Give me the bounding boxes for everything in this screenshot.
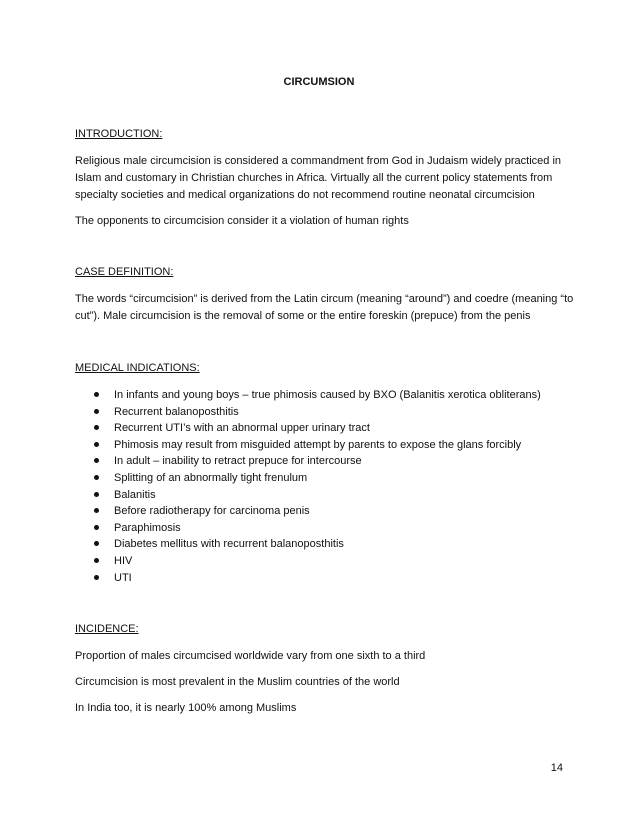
list-item: Before radiotherapy for carcinoma penis — [75, 503, 575, 520]
list-item: In infants and young boys – true phimosis caused by BXO (Balanitis xerotica obliterans) — [75, 387, 575, 404]
case-definition-heading: CASE DEFINITION: — [75, 266, 174, 278]
introduction-line-3: specialty societies and medical organizations do not recommend routine neonatal circumcision — [75, 189, 535, 201]
bullet-icon — [94, 409, 99, 414]
bullet-icon — [94, 392, 99, 397]
list-item: Balanitis — [75, 487, 575, 504]
bullet-icon — [94, 508, 99, 513]
bullet-icon — [94, 425, 99, 430]
list-item: Paraphimosis — [75, 520, 575, 537]
bullet-icon — [94, 525, 99, 530]
case-definition-line-2: cut”). Male circumcision is the removal of some or the entire foreskin (prepuce) from the penis — [75, 310, 531, 322]
bullet-icon — [94, 492, 99, 497]
incidence-paragraph-2: Circumcision is most prevalent in the Muslim countries of the world — [75, 676, 400, 689]
list-item: Splitting of an abnormally tight frenulum — [75, 470, 575, 487]
bullet-icon — [94, 541, 99, 546]
list-item: Phimosis may result from misguided attempt by parents to expose the glans forcibly — [75, 437, 575, 454]
list-item: In adult – inability to retract prepuce for intercourse — [75, 453, 575, 470]
bullet-icon — [94, 475, 99, 480]
introduction-line-1: Religious male circumcision is considered a commandment from God in Judaism widely practiced in — [75, 155, 562, 167]
introduction-line-2: Islam and customary in Christian churches in Africa. Virtually all the current policy statements from — [75, 172, 553, 184]
page-number: 14 — [550, 762, 563, 774]
list-item: UTI — [75, 570, 575, 587]
incidence-heading: INCIDENCE: — [75, 623, 139, 636]
document-body — [75, 126, 575, 717]
introduction-heading: INTRODUCTION: — [75, 128, 163, 140]
bullet-icon — [94, 458, 99, 463]
case-definition-line-1: The words “circumcision” is derived from the Latin circum (meaning “around”) and coedre (meaning “to — [75, 293, 574, 305]
introduction-paragraph — [75, 153, 575, 204]
bullet-icon — [94, 575, 99, 580]
introduction-paragraph-2: The opponents to circumcision consider it a violation of human rights — [75, 215, 409, 227]
incidence-paragraph-1: Proportion of males circumcised worldwide vary from one sixth to a third — [75, 650, 426, 663]
page-title: CIRCUMSION — [283, 76, 355, 88]
list-item: Recurrent UTI’s with an abnormal upper urinary tract — [75, 420, 575, 437]
list-item: Diabetes mellitus with recurrent balanoposthitis — [75, 536, 575, 553]
bullet-icon — [94, 558, 99, 563]
medical-indications-list — [75, 387, 575, 586]
incidence-paragraph-3: In India too, it is nearly 100% among Muslims — [75, 702, 297, 715]
medical-indications-heading: MEDICAL INDICATIONS: — [75, 362, 200, 374]
case-definition-paragraph — [75, 291, 575, 325]
list-item: HIV — [75, 553, 575, 570]
bullet-icon — [94, 442, 99, 447]
list-item: Recurrent balanoposthitis — [75, 404, 575, 421]
